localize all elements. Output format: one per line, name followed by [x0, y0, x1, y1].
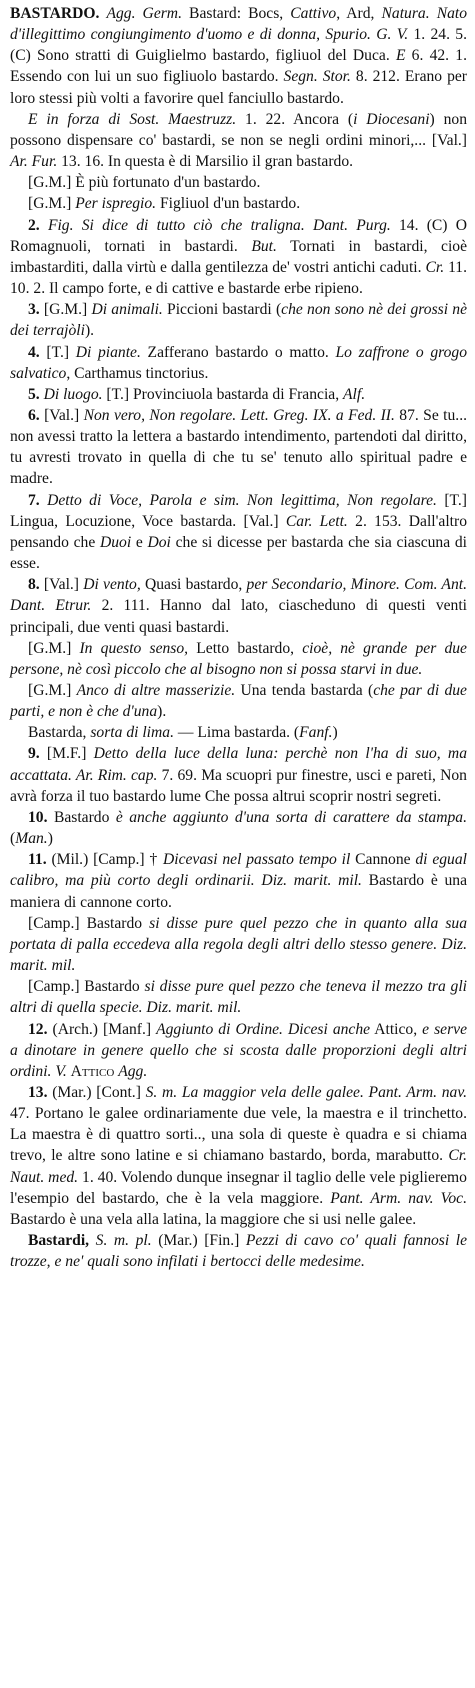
paragraph-camp-1: [Camp.] Bastardo si disse pure quel pezzo che in quanto alla sua portata di palla eccedeva alla regola degli altri dello stesso genere. Diz. marit. mil.	[10, 914, 467, 975]
headword: Bastardi,	[28, 1232, 90, 1250]
sense-6: 6. [Val.] Non vero, Non regolare. Lett. Greg. IX. a Fed. II. 87. Se tu... non avessi tratto la lettera a bastardo intendimento, partendoti dal diritto, tu avresti trovato in quella di che tu se' tenuto allo spiritual padre e madre.	[10, 406, 467, 488]
paragraph-camp-2: [Camp.] Bastardo si disse pure quel pezzo che teneva il mezzo tra gli altri di quella specie. Diz. marit. mil.	[10, 978, 467, 1017]
sense-12: 12. (Arch.) [Manf.] Aggiunto di Ordine. Dicesi anche Attico, e serve a dinotare in genere quello che si scosta dalle proporzioni degli altri ordini. V. Attico Agg.	[10, 1020, 468, 1080]
paragraph-gm-tenda: [G.M.] Anco di altre masserizie. Una tenda bastarda (che par di due parti, e non è che d'una).	[10, 682, 467, 721]
paragraph-gm-letto: [G.M.] In questo senso, Letto bastardo, cioè, nè grande per due persone, nè così piccolo che al bisogno non si possa starvi in due.	[10, 639, 467, 678]
sense-13: 13. (Mar.) [Cont.] S. m. La maggior vela delle galee. Pant. Arm. nav. 47. Portano le galee ordinariamente due vele, la maestra e il trinchetto. La maestra è di quattro sorti.., una sola di queste è quadra e si chiama trevo, le altre sono latine e si chiamano bastardo, borda, marabutto. Cr. Naut. med. 1. 40. Volendo dunque insegnar il taglio delle vele piglieremo l'esempio del bastardo, che è la vela maggiore. Pant. Arm. nav. Voc. Bastardo è una vela alla latina, la maggiore che si usi nelle galee.	[10, 1083, 467, 1228]
sense-8: 8. [Val.] Di vento, Quasi bastardo, per Secondario, Minore. Com. Ant. Dant. Etrur. 2. 111. Hanno dal lato, ciascheduno di questi venti principali, due venti quasi bastardi.	[10, 576, 467, 636]
sense-3: 3. [G.M.] Di animali. Piccioni bastardi (che non sono nè dei grossi nè dei terrajòli).	[10, 301, 468, 340]
sense-2: 2. Fig. Si dice di tutto ciò che traligna. Dant. Purg. 14. (C) O Romagnuoli, tornati in bastardi. But. Tornati in bastardi, cioè imbastarditi, dalla virtù e dalla gentilezza de' vostri antichi caduti. Cr. 11. 10. 2. Il campo forte, e di cattive e bastarde erbe ripieno.	[10, 216, 467, 298]
headword: BASTARDO.	[10, 5, 100, 22]
entry-bastardi: Bastardi, S. m. pl. (Mar.) [Fin.] Pezzi di cavo co' quali fannosi le trozze, e ne' quali sono infilati i bertocci delle medesime.	[10, 1232, 467, 1271]
sense-7: 7. Detto di Voce, Parola e sim. Non legittima, Non regolare. [T.] Lingua, Locuzione, Voce bastarda. [Val.] Car. Lett. 2. 153. Dall'altro pensando che Duoi e Doi che si dicesse per bastarda che sia ciascuna di esse.	[10, 491, 468, 573]
entry-bastardo-header: BASTARDO. Agg. Germ. Bastard: Bocs, Cattivo, Ard, Natura. Nato d'illegittimo congiungimento d'uomo e di donna, Spurio. G. V. 1. 24. 5. (C) Sono stratti di Guiglielmo bastardo, figliuol del Duca. E 6. 42. 1. Essendo con lui un suo figliuolo bastardo. Segn. Stor. 8. 212. Erano per loro stessi più volti a favorire quel fanciullo bastardo.	[10, 5, 468, 107]
sense-10: 10. Bastardo è anche aggiunto d'una sorta di carattere da stampa. (Man.)	[10, 808, 467, 848]
sense-4: 4. [T.] Di piante. Zafferano bastardo o matto. Lo zaffrone o grogo salvatico, Carthamus tinctorius.	[10, 343, 467, 382]
sense-11: 11. (Mil.) [Camp.] † Dicevasi nel passato tempo il Cannone di egual calibro, ma più corto degli ordinarii. Diz. marit. mil. Bastardo è una maniera di cannone corto.	[10, 851, 467, 911]
paragraph-gm-1: [G.M.] È più fortunato d'un bastardo.	[28, 174, 261, 192]
paragraph-sost: E in forza di Sost. Maestruzz. 1. 22. Ancora (i Diocesani) non possono dispensare co' bastardi, se non se negli ordini minori,... [Val.] Ar. Fur. 13. 16. In questa è di Marsilio il gran bastardo.	[10, 110, 468, 171]
paragraph-gm-2: [G.M.] Per ispregio. Figliuol d'un bastardo.	[28, 195, 301, 213]
paragraph-lima: Bastarda, sorta di lima. — Lima bastarda. (Fanf.)	[28, 724, 338, 742]
sense-5: 5. Di luogo. [T.] Provinciuola bastarda di Francia, Alf.	[28, 385, 366, 403]
sense-9: 9. [M.F.] Detto della luce della luna: perchè non l'ha di suo, ma accattata. Ar. Rim. cap. 7. 69. Ma scuopri pur finestre, usci e pareti, Non avrà forza il tuo bastardo lume Che possa altrui scoprir nostri segreti.	[10, 745, 467, 805]
